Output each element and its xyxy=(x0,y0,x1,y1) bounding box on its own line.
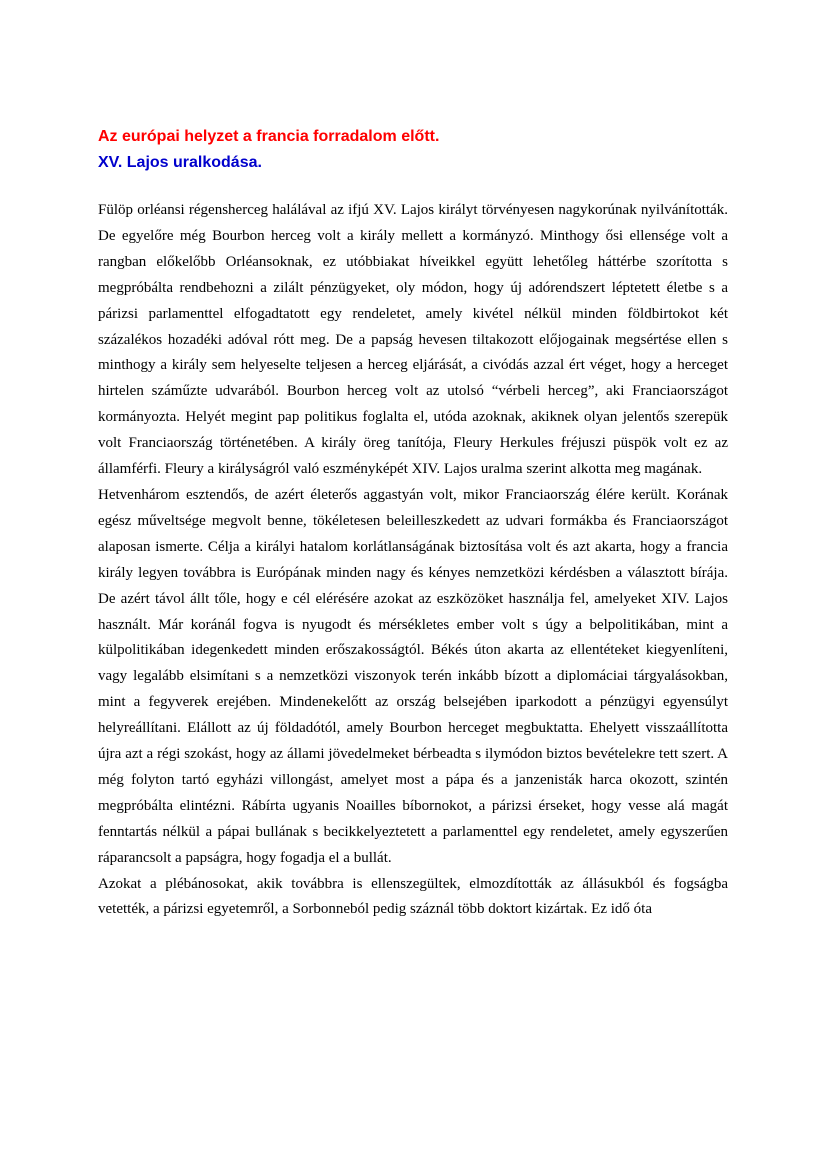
document-subtitle: XV. Lajos uralkodása. xyxy=(98,154,262,171)
paragraph: Fülöp orléansi régensherceg halálával az ifjú XV. Lajos királyt törvényesen nagykorúnak nyilvánították. De egyelőre még Bourbon herceg volt a király mellett a kormányzó. Minthogy ősi ellensége volt a rangban előkelőbb Orléansoknak, ez utóbbiakat híveikkel együtt lehetőleg háttérbe szorította s megpróbálta rendbehozni a zilált pénzügyeket, oly módon, hogy új adórendszert léptetett életbe s a párizsi parlamenttel elfogadtatott egy rendeletet, amely kivétel nélkül minden földbirtokot két százalékos hozadéki adóval rótt meg. De a papság hevesen tiltakozott előjogainak megsértése ellen s minthogy a király sem helyeselte teljesen a herceg eljárását, a civódás azzal ért véget, hogy a herceget hirtelen száműzte udvarából. Bourbon herceg volt az utolsó “vérbeli herceg”, aki Franciaországot kormányozta. Helyét megint pap politikus foglalta el, utóda azoknak, akiknek olyan jelentős szerepük volt Franciaország történetében. A király öreg tanítója, Fleury Herkules fréjuszi püspök volt ez az államférfi. Fleury a királyságról való eszményképét XIV. Lajos uralma szerint alkotta meg magának. xyxy=(98,202,728,478)
paragraph: Azokat a plébánosokat, akik továbbra is ellenszegültek, elmozdították az állásukból és fogságba vetették, a párizsi egyetemről, a Sorbonneból pedig száznál több doktort kizártak. Ez idő óta xyxy=(98,875,728,918)
document-body xyxy=(98,124,728,923)
paragraph: Hetvenhárom esztendős, de azért életerős aggastyán volt, mikor Franciaország élére került. Korának egész műveltsége megvolt benne, tökéletesen beleilleszkedett az udvari formákba és Franciaországot alaposan ismerte. Célja a királyi hatalom korlátlanságának biztosítása volt és azt akarta, hogy a francia király legyen továbbra is Európának minden nagy és kényes nemzetközi kérdésben a választott bírája. De azért távol állt tőle, hogy e cél elérésére azokat az eszközöket használja fel, amelyeket XIV. Lajos használt. Már koránál fogva is nyugodt és mérsékletes ember volt s úgy a belpolitikában, mint a külpolitikában idegenkedett minden erőszakosságtól. Békés úton akarta az ellentéteket kiegyenlíteni, vagy legalább elsimítani s a nemzetközi viszonyok terén inkább bízott a diplomáciai tárgyalásokban, mint a fegyverek erejében. Mindenekelőtt az ország belsejében iparkodott a pénzügyi egyensúlyt helyreállítani. Elállott az új földadótól, amely Bourbon herceget megbuktatta. Ehelyett visszaállította újra azt a régi szokást, hogy az állami jövedelmeket bérbeadta s ilymódon biztos bevételekre tett szert. A még folyton tartó egyházi villongást, amelyet most a pápa és a janzenisták harca okozott, szintén megpróbálta elintézni. Rábírta ugyanis Noailles bíbornokot, a párizsi érseket, hogy vesse alá magát fenntartás nélkül a pápai bullának s becikkelyeztetett a parlamenttel egy rendeletet, amely egyszerűen ráparancsolt a papságra, hogy fogadja el a bullát. xyxy=(98,486,728,866)
document-text xyxy=(98,198,728,923)
document-title: Az európai helyzet a francia forradalom előtt. xyxy=(98,128,440,145)
